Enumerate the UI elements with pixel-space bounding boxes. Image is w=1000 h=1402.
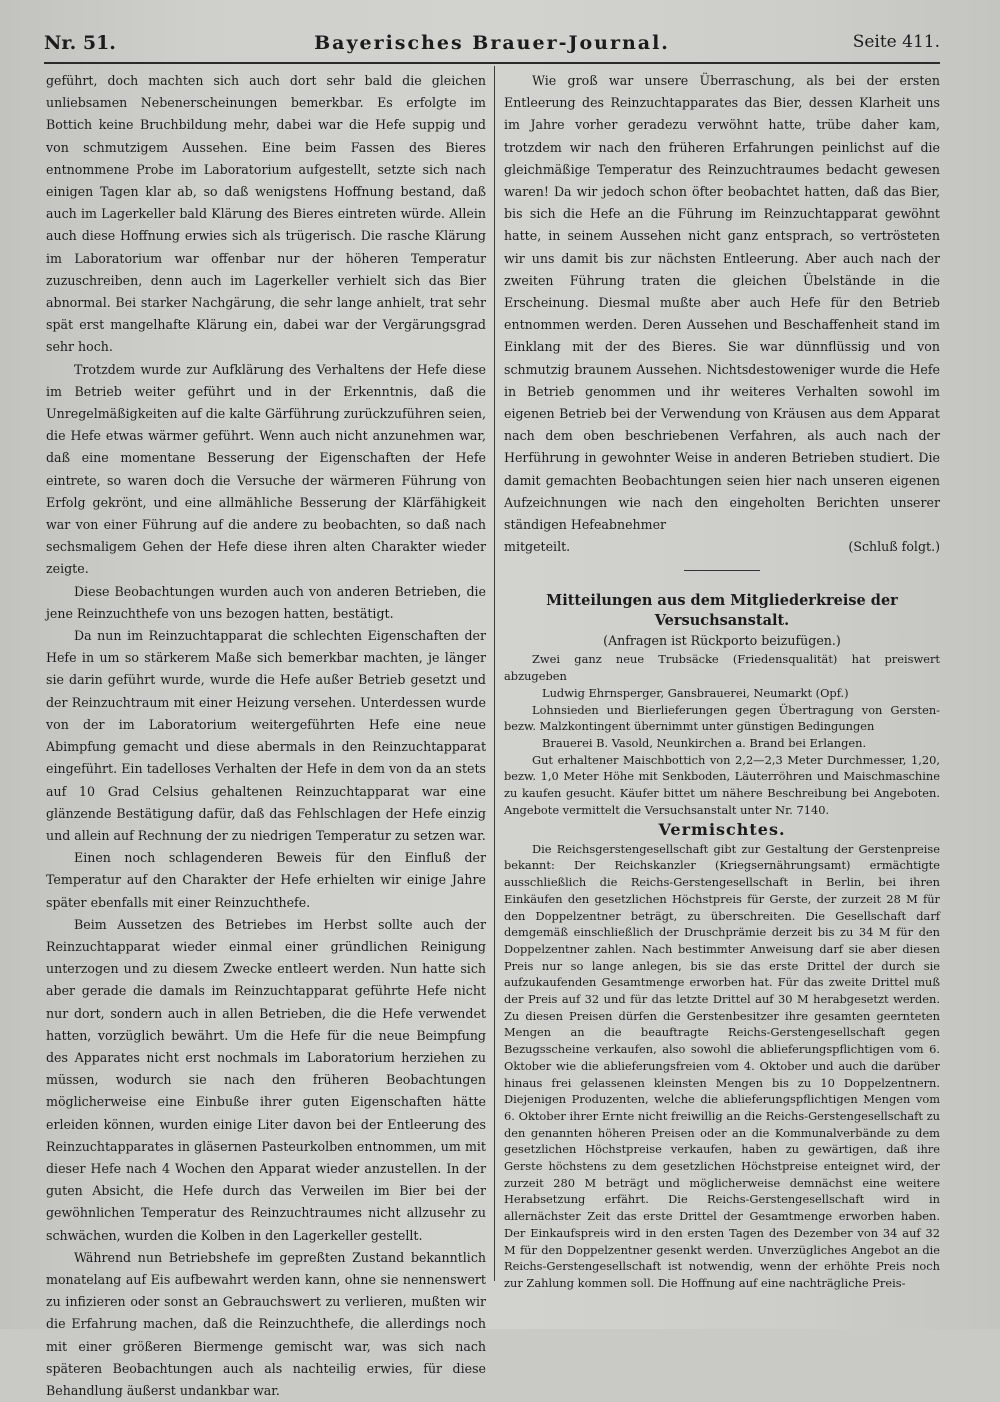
page-header [44,30,940,60]
ad-text: Lohnsieden und Bierlieferungen gegen Übertragung von Gersten- bezw. Malzkontingent übernimmt unter günstigen Bedingungen [504,702,940,734]
ad-text: Gut erhaltener Maischbottich von 2,2—2,3 Meter Durchmesser, 1,20, bezw. 1,0 Meter Höhe mit Senkboden, Läuterröhren und Maischmaschine zu kaufen gesucht. Käufer bittet um nähere Beschreibung bei Angeboten. Angebote vermittelt die Versuchsanstalt unter Nr. 7140. [504,752,940,817]
paragraph: Einen noch schlagenderen Beweis für den Einfluß der Temperatur auf den Charakter der Hefe erhielten wir einige Jahre später ebenfalls mit einer Reinzuchthefe. [46,850,486,910]
right-column [504,70,940,1292]
page-number: Seite 411. [852,32,940,52]
ad-signature: Brauerei B. Vasold, Neunkirchen a. Brand bei Erlangen. [542,735,867,750]
paragraph: Beim Aussetzen des Betriebes im Herbst sollte auch der Reinzuchtapparat wieder einmal einer gründlichen Reinigung unterzogen und zu diesem Zwecke entleert werden. Nun hatte sich aber gerade die damals im Reinzuchtapparat geführte Hefe nicht nur dort, sondern auch in allen Betrieben, die die Hefe verwendet hatten, vorzüglich bewährt. Um die Hefe für die neue Beimpfung des Apparates nicht erst nochmals im Laboratorium herziehen zu müssen, wodurch sie nach den früheren Beobachtungen möglicherweise eine Einbuße ihrer guten Eigenschaften hätte erleiden können, wurden einige Liter davon bei der Entleerung des Reinzuchtapparates in gläsernen Pasteurkolben entnommen, um mit dieser Hefe nach 4 Wochen den Apparat wieder anzustellen. In der guten Absicht, die Hefe durch das Verweilen im Bier bei der gewöhnlichen Temperatur des Reinzuchtraumes nicht allzusehr zu schwächen, wurden die Kolben in den Lagerkeller gestellt. [46,916,486,1243]
paragraph: Während nun Betriebshefe im gepreßten Zustand bekanntlich monatelang auf Eis aufbewahrt werden kann, ohne sie nennenswert zu infizieren oder sonst an Gebrauchswert zu verlieren, mußten wir die Erfahrung machen, daß die Reinzuchthefe, die allerdings noch mit einer größeren Biermenge gemischt war, was sich nach späteren Beobachtungen auch als nachteilig erwies, für diese Behandlung äußerst undankbar war. [46,1249,486,1398]
column-divider [494,66,495,1281]
journal-title: Bayerisches Brauer-Journal. [314,32,670,54]
paragraph: Wie groß war unsere Überraschung, als bei der ersten Entleerung des Reinzuchtapparates das Bier, dessen Klarheit uns im Jahre vorher geradezu verwöhnt hatte, trübe daher kam, trotzdem wir nach den früheren Erfahrungen peinlichst auf die gleichmäßige Temperatur des Reinzuchtraumes bedacht gewesen waren! Da wir jedoch schon öfter beobachtet hatten, daß das Bier, bis sich die Hefe an die Führung im Reinzuchtapparat gewöhnt hatte, in seinem Aussehen nicht ganz entsprach, so vertrösteten wir uns damit bis zur nächsten Entleerung. Aber auch nach der zweiten Führung traten die gleichen Übelstände in die Erscheinung. Diesmal mußte aber auch Hefe für den Betrieb entnommen werden. Deren Aussehen und Beschaffenheit stand im Einklang mit der des Bieres. Sie war dünnflüssig und von schmutzig braunem Aussehen. Nichtsdestoweniger wurde die Hefe in Betrieb genommen und ihr weiteres Verhalten sowohl im eigenen Betrieb bei der Verwendung von Kräusen aus dem Apparat nach dem oben beschriebenen Verfahren, als auch nach der Herführung in gewohnter Weise in anderen Betrieben studiert. Die damit gemachten Beobachtungen seien hier nach unseren eigenen Aufzeichnungen wie nach den eingeholten Berichten unserer ständigen Hefeabnehmer [504,73,940,533]
ad-signature: Ludwig Ehrnsperger, Gansbrauerei, Neumarkt (Opf.) [542,685,849,700]
paragraph: Diese Beobachtungen wurden auch von anderen Betrieben, die jene Reinzuchthefe von uns bezogen hatten, bestätigt. [46,583,486,621]
paragraph: Trotzdem wurde zur Aufklärung des Verhaltens der Hefe diese im Betrieb weiter geführt und in der Erkenntnis, daß die Unregelmäßigkeiten auf die kalte Gärführung zurückzuführen seien, die Hefe etwas wärmer geführt. Wenn auch nicht anzunehmen war, daß eine momentane Besserung der Eigenschaften der Hefe eintrete, so waren doch die Versuche der wärmeren Führung von Erfolg gekrönt, und eine allmähliche Besserung der Klärfähigkeit war von einer Führung auf die andere zu beobachten, so daß nach sechsmaligem Gehen der Hefe diese ihren alten Charakter wieder zeigte. [46,361,487,577]
issue-number: Nr. 51. [44,32,116,54]
section-divider [684,570,760,571]
section-title: Mitteilungen aus dem Mitgliederkreise der Versuchsanstalt. [546,592,898,630]
section-subtitle: (Anfragen ist Rückporto beizufügen.) [603,633,841,649]
section-title-vermischtes: Vermischtes. [658,819,786,839]
article-closing [504,536,940,558]
vermischtes-body [504,841,940,1292]
left-column [46,70,486,1402]
header-rule [44,62,940,64]
last-line: mitgeteilt. [504,539,571,555]
paragraph: Die Reichsgerstengesellschaft gibt zur Gestaltung der Gerstenpreise bekannt: Der Reichskanzler (Kriegsernährungsamt) ermächtigte ausschließlich die Reichs-Gerstengesellschaft in Berlin, bei ihren Einkäufen den gesetzlichen Höchstpreis für Gerste, der zurzeit 28 M für den Doppelzentner beträgt, zu überschreiten. Die Gesellschaft darf demgemäß einschließlich der Druschprämie derzeit bis zu 34 M für den Doppelzentner zahlen. Nach bestimmter Anweisung darf sie aber diesen Preis nur so lange anlegen, bis sie das erste Drittel der durch sie aufzukaufenden Gesamtmenge erworben hat. Für das zweite Drittel muß der Preis auf 32 und für das letzte Drittel auf 30 M herabgesetzt werden. Zu diesen Preisen dürfen die Gerstenbesitzer ihre gesamten geernteten Mengen an die beauftragte Reichs-Gerstengesellschaft gegen Bezugsscheine verkaufen, also sowohl die ablieferungspflichtigen vom 6. Oktober wie die ablieferungsfreien vom 4. Oktober und auch die darüber hinaus frei gelassenen kleinsten Mengen bis zu 10 Doppelzentnern. Diejenigen Produzenten, welche die ablieferungspflichtigen Mengen vom 6. Oktober ihrer Ernte nicht freiwillig an die Reichs-Gerstengesellschaft zu den genannten höheren Preisen oder an die Kommunalverbände zu dem gesetzlichen Höchstpreise verkaufen, haben zu gewärtigen, daß ihre Gerste höchstens zu dem gesetzlichen Höchstpreise enteignet wird, der zurzeit 280 M beträgt und möglicherweise demnächst eine weitere Herabsetzung erfährt. Die Reichs-Gerstengesellschaft wird in allernächster Zeit das erste Drittel der Gesamtmenge erworben haben. Der Einkaufspreis wird in den ersten Tagen des Dezember von 34 auf 32 M für den Doppelzentner gesenkt werden. Unverzügliches Angebot an die Reichs-Gerstengesellschaft ist notwendig, wenn der erhöhte Preis noch zur Zahlung kommen soll. Die Hoffnung auf eine nachträgliche Preis- [504,841,940,1290]
paragraph: Da nun im Reinzuchtapparat die schlechten Eigenschaften der Hefe in um so stärkerem Maße sich bemerkbar machten, je länger sie darin geführt wurde, wurde die Hefe außer Betrieb gesetzt und der Reinzuchtraum mit einer Heizung versehen. Unterdessen wurde von der im Laboratorium weitergeführten Hefe eine neue Abimpfung gemacht und diese abermals in den Reinzuchtapparat eingeführt. Ein tadelloses Verhalten der Hefe in dem von da an stets auf 10 Grad Celsius gehaltenen Reinzuchtapparat war eine glänzende Bestätigung dafür, daß das Fehlschlagen der Hefe einzig und allein auf Rechnung der zu niedrigen Temperatur zu setzen war. [46,628,486,843]
paragraph: geführt, doch machten sich auch dort sehr bald die gleichen unliebsamen Nebenerscheinungen bemerkbar. Es erfolgte im Bottich keine Bruchbildung mehr, dabei war die Hefe suppig und von schmutzigem Aussehen. Eine beim Fassen des Bieres entnommene Probe im Laboratorium aufgestellt, setzte sich nach einigen Tagen klar ab, so daß wenigstens Hoffnung bestand, daß auch im Lagerkeller bald Klärung des Bieres eintreten würde. Allein auch diese Hoffnung erwies sich als trügerisch. Die rasche Klärung im Laboratorium war offenbar nur der höheren Temperatur zuzuschreiben, denn auch im Lagerkeller verhielt sich das Bier abnormal. Bei starker Nachgärung, die sehr lange anhielt, trat sehr spät erst mangelhafte Klärung ein, dabei war der Vergärungsgrad sehr hoch. [46,73,486,355]
continued-note: (Schluß folgt.) [848,539,940,555]
classified-ads [504,651,940,818]
ad-text: Zwei ganz neue Trubsäcke (Friedensqualität) hat preiswert abzugeben [504,652,940,684]
